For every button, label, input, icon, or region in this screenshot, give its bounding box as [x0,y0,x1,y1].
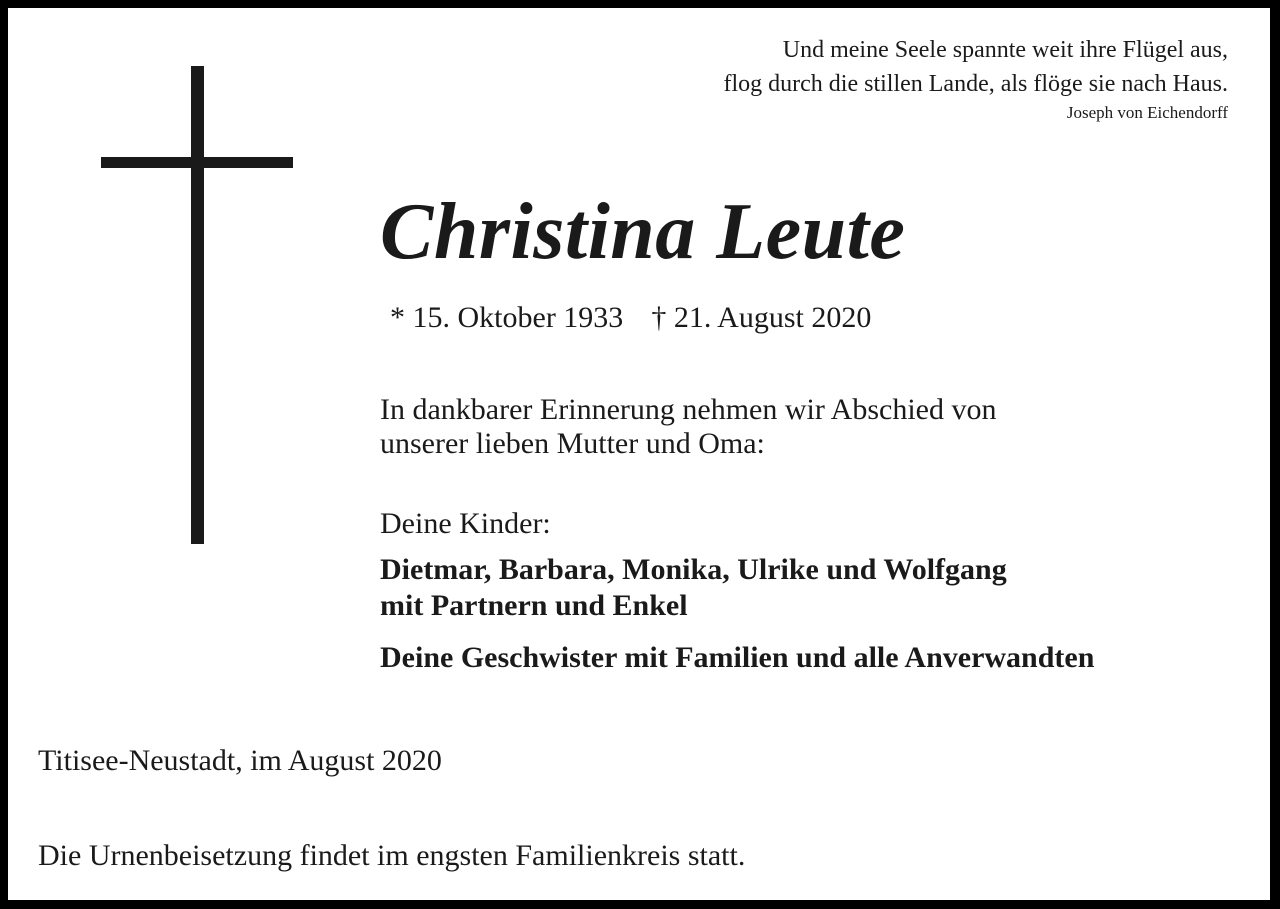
intro-line-2: unserer lieben Mutter und Oma: [380,427,765,460]
epitaph-quote [723,33,1228,124]
place-and-date: Titisee-Neustadt, im August 2020 [38,744,442,777]
children-line-2: mit Partnern und Enkel [380,589,688,622]
burial-note: Die Urnenbeisetzung findet im engsten Familienkreis statt. [38,839,746,872]
children-names [380,552,1007,624]
life-dates [390,299,871,337]
cross-vertical-beam [191,66,204,544]
quote-author: Joseph von Eichendorff [1066,103,1228,122]
latin-cross-icon [101,66,293,544]
farewell-intro [380,393,996,461]
quote-line-2: flog durch die stillen Lande, als flöge sie nach Haus. [723,71,1228,97]
children-line-1: Dietmar, Barbara, Monika, Ulrike und Wolfgang [380,553,1007,586]
siblings-line: Deine Geschwister mit Familien und alle Anverwandten [380,641,1095,674]
death-date: † 21. August 2020 [651,301,872,334]
birth-date: * 15. Oktober 1933 [390,301,624,334]
cross-horizontal-beam [101,157,293,168]
intro-line-1: In dankbarer Erinnerung nehmen wir Abschied von [380,393,997,426]
deceased-name: Christina Leute [380,188,906,276]
children-label: Deine Kinder: [380,507,551,540]
quote-line-1: Und meine Seele spannte weit ihre Flügel aus, [782,37,1228,63]
